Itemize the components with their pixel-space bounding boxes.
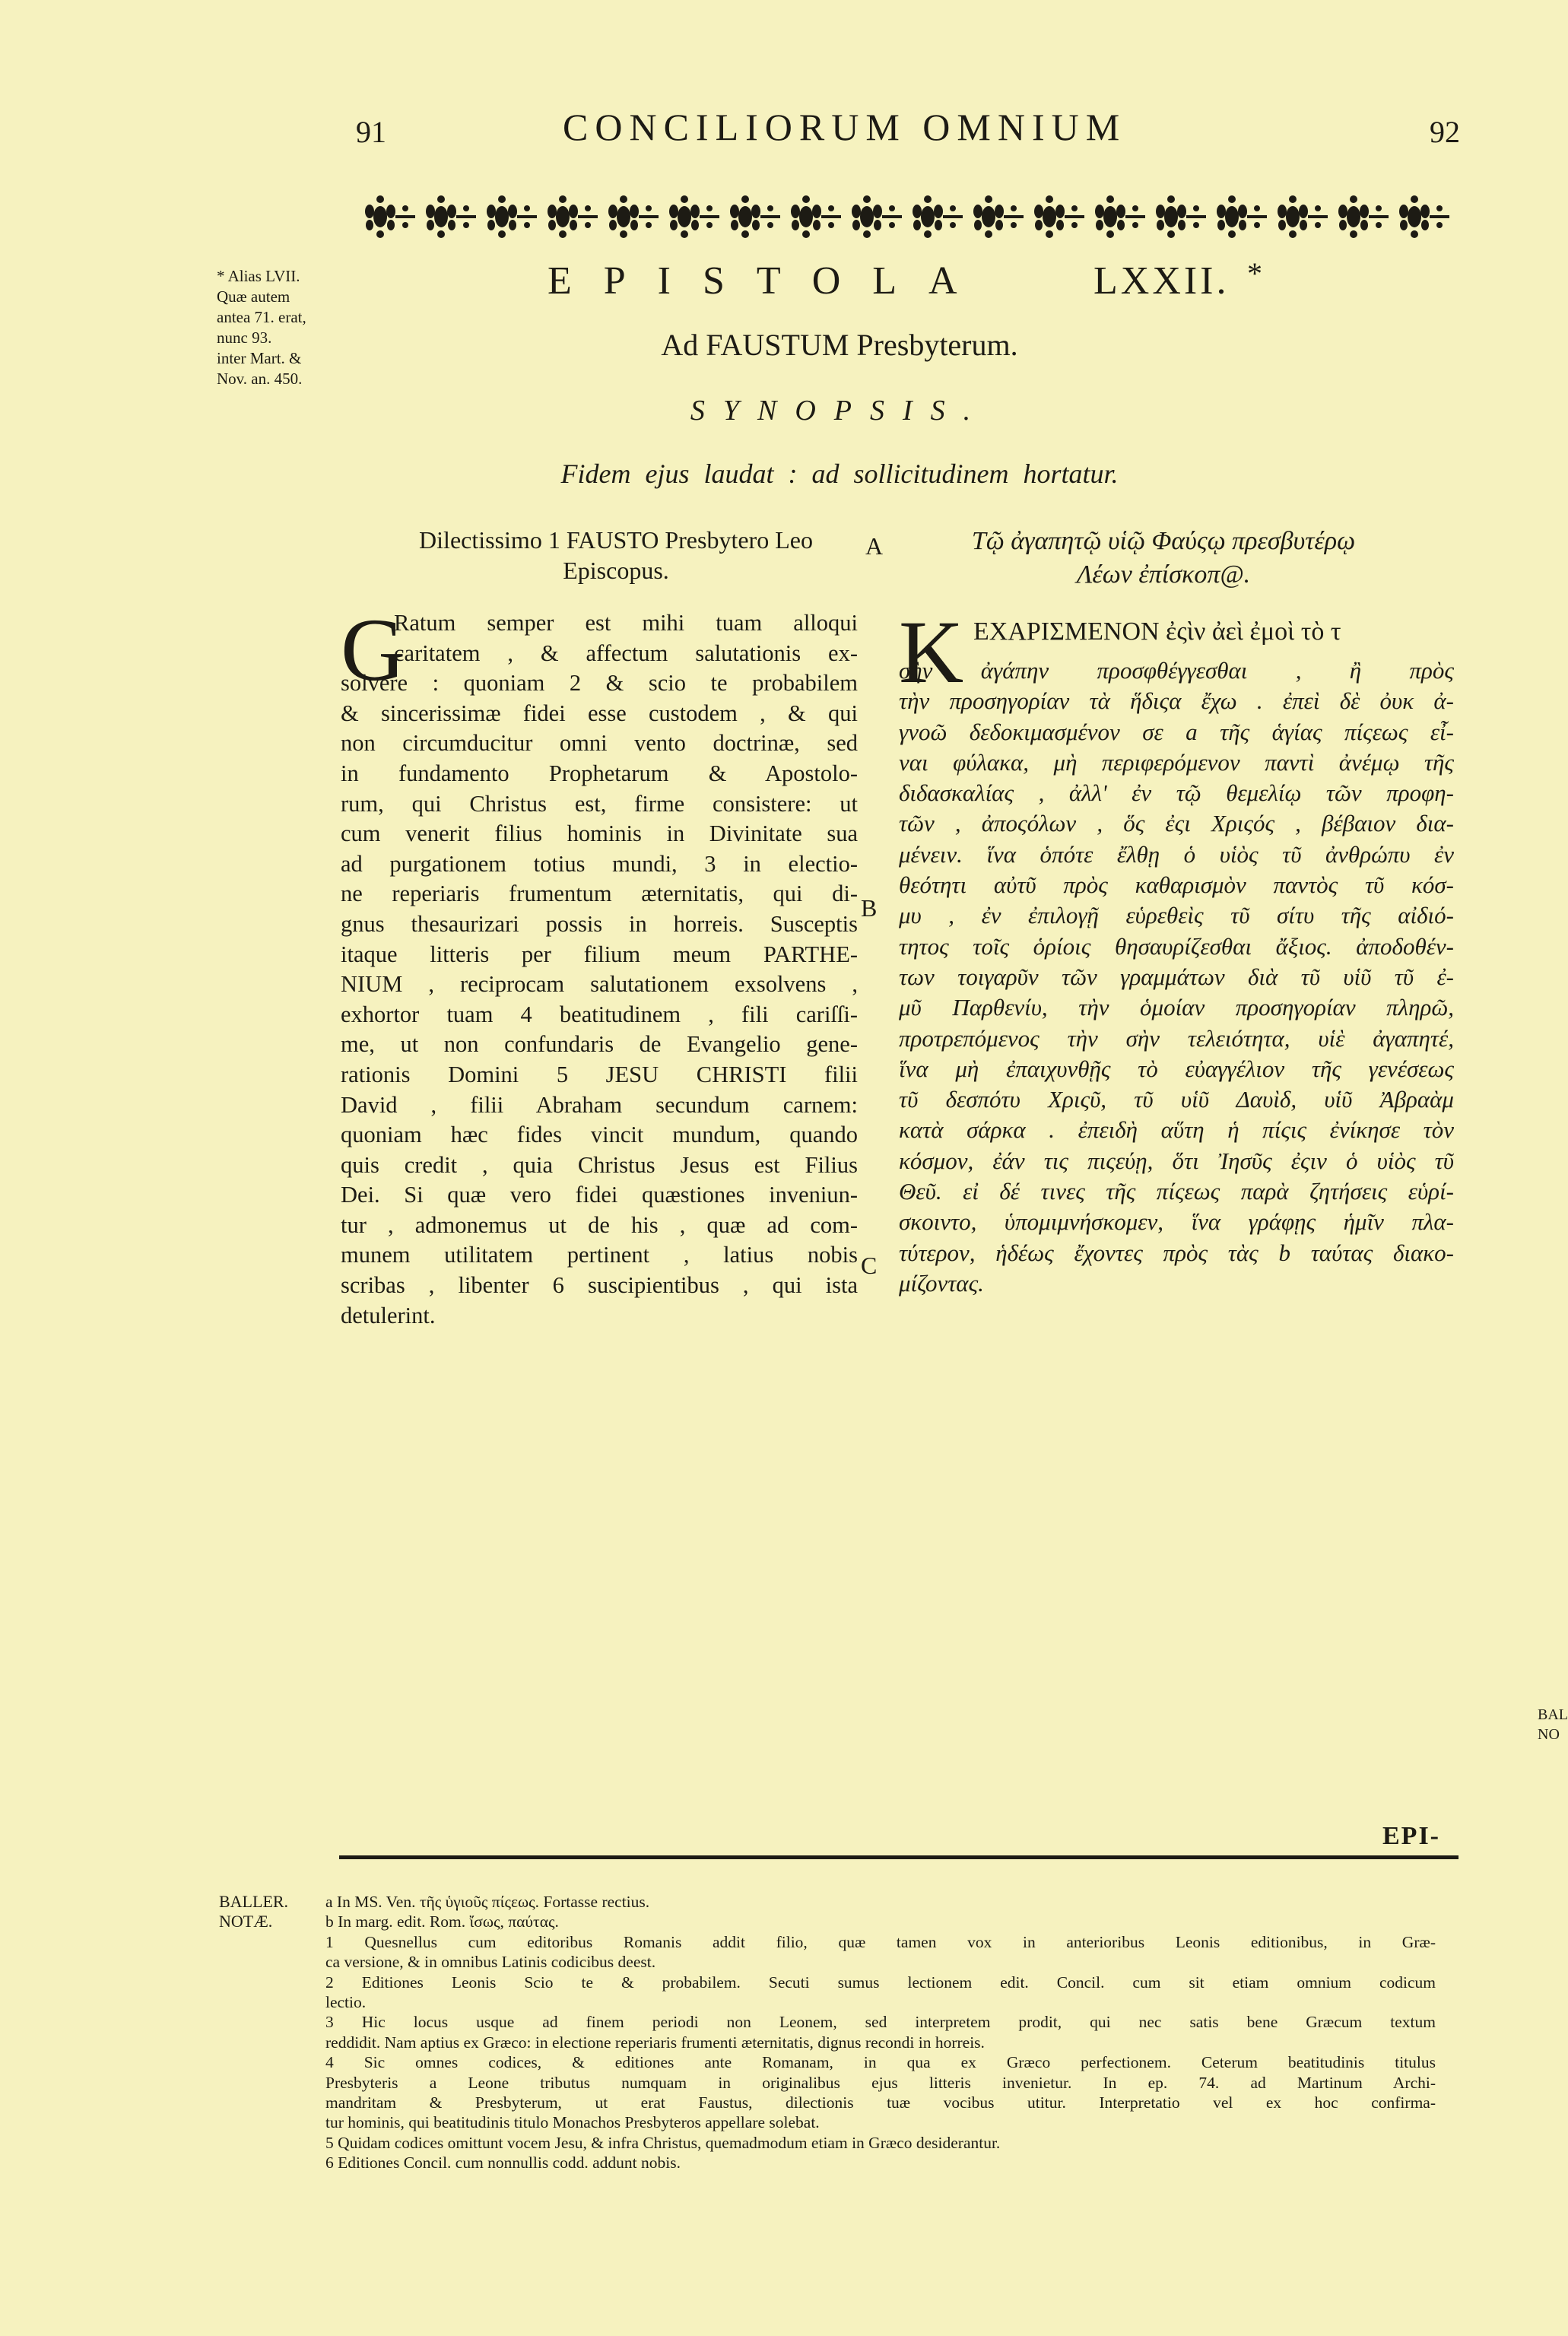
footnote-line: b In marg. edit. Rom. ἴσως, παύτας.	[325, 1912, 559, 1931]
ornament-motif	[852, 195, 902, 238]
footnote-line: tur hominis, qui beatitudinis titulo Monachos Presbyteros appellare solebat.	[325, 2113, 820, 2132]
latin-salutation-line: Dilectissimo 1 FAUSTO Presbytero Leo	[419, 526, 813, 554]
addressee-line: Ad FAUSTUM Presbyterum.	[661, 328, 1018, 362]
latin-text-line: me, ut non confundaris de Evangelio gene-	[341, 1031, 858, 1058]
greek-text-line: γνοῶ δεδοκιμασμένον σε a τῆς ἁγίας πίςεως εἶ-	[899, 718, 1454, 745]
latin-text-line: munem utilitatem pertinent , latius nobis	[341, 1242, 858, 1268]
footnote-line: a In MS. Ven. τῆς ὑγιοῦς πίςεως. Fortasse rectius.	[325, 1893, 650, 1911]
greek-text-line: ἵνα μὴ ἐπαιχυνθῇς τὸ εὐαγγέλιον τῆς γενέσεως	[899, 1055, 1454, 1082]
latin-text-column	[341, 600, 858, 1331]
footnote-line: 3 Hic locus usque ad finem periodi non Leonem, sed interpretem prodit, qui nec satis bene Græcum textum	[325, 2013, 1436, 2032]
catchword: EPI-	[1382, 1822, 1440, 1850]
margin-note-line: nunc 93.	[217, 328, 272, 347]
latin-text-line: exhortor tuam 4 beatitudinem , fili cariſſi-	[341, 1001, 858, 1027]
ornament-motif	[1156, 195, 1206, 238]
greek-text-line: μῦ Παρθενίυ, τὴν ὁμοίαν προσηγορίαν πληρῶ,	[899, 994, 1454, 1021]
margin-note-line: antea 71. erat,	[217, 308, 306, 326]
ornament-motif	[1278, 195, 1328, 238]
ornament-motif	[1399, 195, 1449, 238]
latin-text-line: itaque litteris per filium meum PARTHE-	[341, 941, 858, 967]
footnote-line: 5 Quidam codices omittunt vocem Jesu, & infra Christus, quemadmodum etiam in Græco desiderantur.	[325, 2133, 1001, 2152]
latin-text-line: rationis Domini 5 JESU CHRISTI filii	[341, 1061, 858, 1087]
synopsis-text: Fidem ejus laudat : ad sollicitudinem hortatur.	[560, 459, 1119, 489]
margin-note-line: Quæ autem	[217, 287, 290, 306]
latin-text-line: ad purgationem totius mundi, 3 in electio-	[341, 850, 858, 877]
footnote-line: 6 Editiones Concil. cum nonnullis codd. addunt nobis.	[325, 2154, 681, 2173]
margin-note-line: inter Mart. &	[217, 349, 302, 367]
margin-note-line: Nov. an. 450.	[217, 370, 303, 388]
latin-salutation	[380, 525, 852, 586]
notes-label-line: NOTÆ.	[219, 1912, 273, 1931]
footnote-line: mandritam & Presbyterum, ut erat Faustus, dilectionis tuæ vocibus utitur. Interpretatio vel ex hoc confirma-	[325, 2093, 1436, 2112]
ornament-motif	[1095, 195, 1145, 238]
latin-text-line: in fundamento Prophetarum & Apostolo-	[341, 760, 858, 786]
greek-text-line: τῦ δεσπότυ Χριςῦ, τῦ υἱῦ Δαυὶδ, υἱῦ Ἀβραὰμ	[899, 1086, 1454, 1113]
ornament-motif	[548, 195, 598, 238]
running-head: CONCILIORUM OMNIUM	[563, 106, 1127, 148]
footnote-line: reddidit. Nam aptius ex Græco: in electione reperiaris frumenti æternitatis, dignus recondi in horreis.	[325, 2033, 985, 2052]
greek-text-line: τὴν προσηγορίαν τὰ ἥδιςα ἔχω . ἐπεὶ δὲ ὀυκ ἀ-	[899, 687, 1454, 715]
epistola-number: LXXII.	[1093, 259, 1230, 303]
margin-note-line: * Alias LVII.	[217, 267, 300, 285]
section-letter-b: B	[861, 894, 878, 922]
greek-drop-cap: K	[899, 602, 964, 702]
ornament-motif	[791, 195, 841, 238]
footnote-line: ca versione, & in omnibus Latinis codicibus deest.	[325, 1953, 656, 1972]
footnote-line: lectio.	[325, 1993, 367, 2012]
ornament-motif	[669, 195, 719, 238]
latin-text-line: tur , admonemus ut de his , quæ ad com-	[341, 1211, 858, 1238]
footnotes	[325, 1892, 1436, 2173]
greek-text-line: προτρεπόμενος τὴν σὴν τελειότητα, υἱὲ ἀγαπητέ,	[899, 1024, 1454, 1052]
decorative-ornament-band	[350, 190, 1460, 243]
notes-label	[219, 1892, 288, 1931]
latin-text-line: quoniam hæc fides vincit mundum, quando	[341, 1122, 858, 1148]
greek-text-line: κατὰ σάρκα . ἐπειδὴ αὕτη ἡ πίςις ἐνίκησε τὸν	[899, 1116, 1454, 1144]
greek-text-line: τῶν , ἀποςόλων , ὅς ἐςι Χριςός , βέβαιον δια-	[899, 810, 1454, 837]
latin-text-line: NIUM , reciprocam salutationem exsolvens ,	[341, 971, 858, 998]
epistola-word: EPISTOLA	[548, 259, 989, 303]
greek-text-line: ναι φύλακα, μὴ περιφερόμενον παντὶ ἀνέμῳ τῆς	[899, 748, 1454, 776]
ornament-motif	[913, 195, 963, 238]
latin-text-line: detulerint.	[341, 1302, 436, 1328]
latin-text-line: caritatem , & affectum salutationis ex-	[394, 640, 858, 666]
latin-text-line: ne reperiaris frumentum æternitatis, qui di-	[341, 881, 858, 907]
greek-text-line: κόσμον, ἐάν τις πιςεύῃ, ὅτι Ἰησῦς ἐςιν ὁ υἱὸς τῦ	[899, 1147, 1454, 1174]
footnote-line: Presbyteris a Leone tributus numquam in originalibus ejus litteris invenietur. In ep. 74. ad Martinum Archi-	[325, 2073, 1436, 2092]
latin-text-line: & sincerissimæ fidei esse custodem , & qui	[341, 700, 858, 726]
greek-text-line: τητος τοῖς ὁρίοις θησαυρίζεσθαι ἄξιος. ἀποδοθέν-	[899, 932, 1454, 960]
section-letter-a: A	[865, 532, 884, 560]
latin-text-line: solvere : quoniam 2 & scio te probabilem	[341, 670, 858, 697]
greek-text-line: θεότητι αὐτῦ πρὸς καθαρισμὸν παντὸς τῦ κόσ-	[899, 871, 1454, 899]
ornament-motif	[487, 195, 537, 238]
greek-text-line: μένειν. ἵνα ὁπότε ἔλθῃ ὁ υἱὸς τῦ ἀνθρώπυ ἐν	[899, 840, 1454, 868]
ornament-motif	[1338, 195, 1389, 238]
latin-text-line: David , filii Abraham secundum carnem:	[341, 1091, 858, 1118]
latin-salutation-line: Episcopus.	[563, 557, 669, 584]
ornament-motif	[973, 195, 1024, 238]
greek-salutation-line: Λέων ἐπίσκοπ@.	[1076, 560, 1251, 589]
greek-first-line: ΕΧΑΡΙΣΜΕΝΟΝ ἐςὶν ἀεὶ ἐμοὶ τὸ τ	[973, 617, 1341, 646]
greek-text-line: μυ , ἐν ἐπιλογῇ εὑρεθεὶς τῦ σίτυ τῆς αἰδιό-	[899, 902, 1454, 929]
latin-text-line: Dei. Si quæ vero fidei quæstiones inveniun-	[341, 1182, 858, 1208]
latin-text-line: Ratum semper est mihi tuam alloqui	[394, 610, 858, 636]
latin-text-line: non circumducitur omni vento doctrinæ, sed	[341, 730, 858, 757]
footnote-line: 1 Quesnellus cum editoribus Romanis addit filio, quæ tamen vox in anterioribus Leonis editionibus, in Græ-	[325, 1932, 1436, 1951]
page-number-right: 92	[1430, 115, 1460, 149]
edge-note-line: BAL	[1538, 1706, 1568, 1723]
footnote-line: 2 Editiones Leonis Scio te & probabilem. Secuti sumus lectionem edit. Concil. cum sit etiam omnium codicum	[325, 1973, 1436, 1992]
latin-text-line: scribas , libenter 6 suscipientibus , qui ista	[341, 1272, 858, 1299]
ornament-motif	[1217, 195, 1267, 238]
greek-text-line: των τοιγαρῦν τῶν γραμμάτων διὰ τῦ υἱῦ τῦ ἐ-	[899, 963, 1454, 990]
ornament-motif	[1034, 195, 1084, 238]
greek-text-line: τύτερον, ἡδέως ἔχοντες πρὸς τὰς b ταύτας διακο-	[899, 1239, 1454, 1266]
greek-salutation	[897, 525, 1430, 592]
latin-drop-cap: G	[341, 600, 406, 700]
latin-text-line: quis credit , quia Christus Jesus est Filius	[341, 1151, 858, 1178]
latin-text-line: cum venerit filius hominis in Divinitate sua	[341, 820, 858, 847]
ornament-motif	[426, 195, 476, 238]
footnote-line: 4 Sic omnes codices, & editiones ante Romanam, in qua ex Græco perfectionem. Ceterum beatitudinis titulus	[325, 2053, 1436, 2072]
edge-note-line: NO	[1538, 1726, 1560, 1743]
latin-text-line: rum, qui Christus est, firme consistere: ut	[341, 790, 858, 817]
footnote-rule	[339, 1855, 1458, 1859]
edge-note-fragment	[1538, 1705, 1568, 1744]
page-number-left: 91	[356, 115, 386, 149]
ornament-motif	[365, 195, 415, 238]
synopsis-heading: SYNOPSIS.	[690, 395, 989, 427]
title-asterisk: *	[1247, 256, 1262, 290]
ornament-motif	[730, 195, 780, 238]
greek-text-line: Θεῦ. εἰ δέ τινες τῆς πίςεως παρὰ ζητήσεις εὑρί-	[899, 1178, 1454, 1205]
latin-text-line: gnus thesaurizari possis in horreis. Susceptis	[341, 910, 858, 937]
notes-label-line: BALLER.	[219, 1892, 289, 1911]
greek-text-line: μίζοντας.	[899, 1269, 984, 1297]
greek-text-line: σὴν ἀγάπην προσφθέγγεσθαι , ἢ πρὸς	[899, 657, 1454, 684]
section-letter-c: C	[861, 1252, 878, 1279]
greek-text-line: σκοιντο, ὑπομιμνήσκομεν, ἵνα γράφῃς ἡμῖν πλα-	[899, 1208, 1454, 1236]
greek-text-line: διδασκαλίας , ἀλλ' ἐν τῷ θεμελίῳ τῶν προφη-	[899, 779, 1454, 807]
greek-text-column	[899, 655, 1454, 1299]
ornament-motif	[608, 195, 659, 238]
greek-salutation-line: Τῷ ἀγαπητῷ υἱῷ Φαύςῳ πρεσβυτέρῳ	[971, 527, 1356, 555]
